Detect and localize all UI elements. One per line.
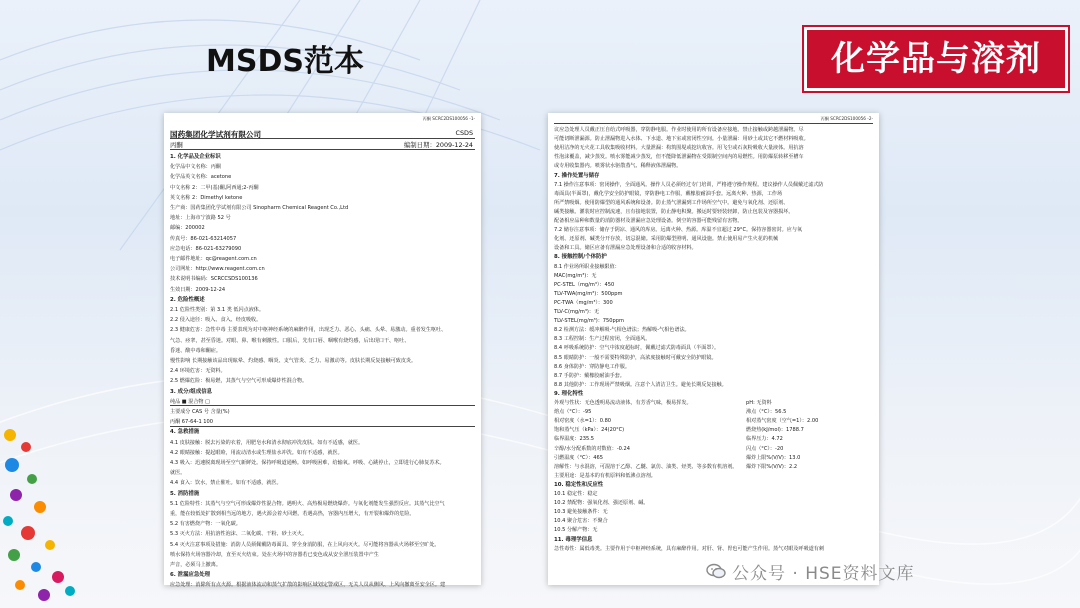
company-name: 国药集团化学试剂有限公司 — [170, 130, 262, 139]
text-line: 毒面具(半面罩)，戴化学安全防护眼镜，穿防静电工作服，戴橡胶耐油手套。远离火种、热源，工作场 — [554, 190, 783, 197]
section-heading: 5. 消防措施 — [170, 490, 200, 497]
text-line: 溶解性：与水混溶，可混溶于乙醇、乙醚、氯仿、油类、烃类、等多数有机溶剂。 — [554, 463, 738, 470]
text-line: 化剂、还原剂、碱类分开存放，切忌混储。采用防爆型照明、通风设施。禁止使用易产生火花的机械 — [554, 236, 779, 243]
text-line: 5.1 危险特性：其蒸气与空气可形成爆炸性混合物。遇明火、高热极易燃烧爆炸。与氧化剂能发生强烈反应。其蒸气比空气 — [170, 500, 445, 507]
text-line: 5.2 有害燃烧产物：一氧化碳。 — [170, 521, 241, 528]
text-line: 急性毒性：属低毒类。主要作用于中枢神经系统，具有麻醉作用。对肝、肾、胃也可能产生作用。蒸气对眼及呼吸道有刺 — [554, 545, 824, 552]
property-line: 爆炸下限%(V/V)：2.2 — [746, 463, 798, 470]
text-line: 10.1 稳定性：稳定 — [554, 491, 598, 497]
text-line: 7.2 储存注意事项：储存于阴凉、通风的库房。远离火种、热源。库温不宜超过 29°C。保持容器密封。应与氧 — [554, 227, 803, 234]
text-line: 8.8 其他防护：工作现场严禁吸烟。注意个人清洁卫生。避免长期反复接触。 — [554, 381, 727, 388]
wechat-icon — [706, 563, 726, 579]
text-line: 生产商：国药集团化学试剂有限公司 Sinopharm Chemical Reagent Co.,Ltd — [170, 205, 349, 211]
text-line: 英文名称 2：Dimethyl ketone — [170, 194, 243, 201]
text-line: 重，能在较低处扩散到相当远的地方，遇火源会着火回燃。若遇高热，容器内压增大，有开裂和爆炸的危险。 — [170, 511, 415, 517]
property-line: pH: 无资料 — [746, 400, 772, 406]
text-line: MAC(mg/m³)：无 — [554, 272, 597, 279]
text-line: 配备相应品种和数量的消防器材及泄漏应急处理设备。倒空的容器可能残留有害物。 — [554, 218, 743, 224]
slide-title: MSDS范本 — [206, 44, 364, 79]
text-line: 2.3 健康危害：急性中毒 主要表现为对中枢神经系统的麻醉作用，出现乏力、恶心、头痛、头晕、易激动。重者发生呕吐、 — [170, 327, 447, 334]
text-line: 4.2 眼睛接触：提起眼睑，用流动清水或生理盐水冲洗。如有不适感，就医。 — [170, 449, 343, 456]
text-line: PC-TWA（mg/m³）：300 — [554, 299, 613, 306]
text-line: 公司网址：http://www.reagent.com.cn — [170, 266, 265, 273]
brand-banner: 化学品与溶剂 — [804, 27, 1068, 91]
text-line: 8.5 眼睛防护：一般不需要特殊防护，高浓度接触时可戴安全防护眼镜。 — [554, 354, 717, 361]
text-line: 熔点（°C）：-95 — [554, 409, 592, 416]
text-line: TLV-STEL(mg/m³)：750ppm — [554, 318, 624, 325]
text-line: 4.3 吸入：迅速脱离现场至空气新鲜处。保持呼吸道通畅。如呼吸困难，给输氧。呼吸、心跳停止，立即进行心肺复苏术。 — [170, 460, 445, 466]
text-line: 碱类接触。灌装时应控制流速，且有接地装置，防止静电积聚。搬运时要轻装轻卸，防止包装及容器损坏。 — [554, 208, 794, 215]
section-heading: 3. 成分/组成信息 — [170, 388, 212, 395]
section-heading: 2. 危险性概述 — [170, 296, 205, 303]
text-line: 地址：上海市宁波路 52 号 — [170, 215, 231, 222]
text-line: 技术说明书编码：SCRCCSDS100136 — [170, 276, 258, 283]
property-line: 燃烧热(kJ/mol)：1788.7 — [746, 427, 804, 434]
text-line: 电子邮件地址：qc@reagent.com.cn — [170, 256, 257, 262]
text-line: PC-STEL（mg/m³）：450 — [554, 281, 615, 288]
property-line: 爆炸上限%(V/V)：13.0 — [746, 454, 801, 461]
property-line: 相对蒸气密度（空气=1）：2.00 — [746, 418, 819, 425]
text-line: 5.3 灭火方法：用抗溶性泡沫、二氧化碳、干粉、砂土灭火。 — [170, 531, 308, 538]
text-line: 2.1 危险性类别：第 3.1 类 低闪点液体。 — [170, 307, 264, 313]
text-line: 设备和工具。储区应备有泄漏应急处理设备和合适的收容材料。 — [554, 245, 697, 252]
text-line: 使用洁净的无火花工具收集吸收材料。大量泄漏：构筑围堤或挖坑收容。用飞尘或石灰粉吸收大量液体。用抗溶 — [554, 145, 804, 152]
text-line: TLV-C(mg/m³)：无 — [554, 309, 600, 315]
section-heading: 11. 毒理学信息 — [554, 536, 593, 543]
corner-dots-decoration — [0, 395, 120, 608]
text-line: 或专用收集器内。喷雾状水驱散蒸气、稀释液体泄漏物。 — [554, 163, 682, 170]
watermark-text: 公众号 · HSE资料文库 — [732, 563, 915, 584]
text-line: 4.4 食入：饮水，禁止催吐。如有不适感，就医。 — [170, 480, 282, 487]
table-rule — [170, 426, 475, 427]
text-line: 8.4 呼吸系统防护：空气中浓度超标时，佩戴过滤式防毒面具（半面罩）。 — [554, 345, 720, 352]
text-line: 昏迷、酸中毒和酮症。 — [170, 347, 221, 354]
section-heading: 1. 化学品及企业标识 — [170, 154, 221, 160]
text-line: 化学品英文名称：acetone — [170, 174, 232, 181]
text-line: 2.2 侵入途径：吸入、食入、经皮吸收。 — [170, 317, 262, 324]
section-heading: 9. 理化特性 — [554, 390, 584, 397]
text-line: 相对密度（水=1）：0.80 — [554, 418, 612, 425]
text-line: 8.3 工程控制：生产过程密闭，全面通风。 — [554, 336, 651, 343]
text-line: 中文名称 2：二甲(基)酮,阿西通;2-丙酮 — [170, 184, 259, 191]
section-heading: 6. 泄漏应急处理 — [170, 572, 211, 579]
doc-type: CSDS — [455, 129, 473, 137]
text-line: 纯品 ■ 混合物 □ — [170, 398, 210, 405]
header-rule — [170, 149, 475, 150]
text-line: 喷水保持火场容器冷却，直至灭火结束。处在火场中的容器若已变色或从安全泄压装置中产生 — [170, 551, 379, 558]
text-line: 邮编：200002 — [170, 225, 205, 232]
text-line: 传真号：86-021-63214057 — [170, 235, 237, 242]
text-line: 8.7 手防护：戴橡胶耐油手套。 — [554, 372, 625, 379]
text-line: 辛醇/水分配系数的对数值：-0.24 — [554, 445, 631, 452]
page-code: 丙酮 SCRC2DS100056 -1- — [422, 116, 475, 121]
text-line: 就医。 — [170, 470, 186, 477]
section-heading: 10. 稳定性和反应性 — [554, 481, 604, 488]
text-line: 丙酮 67-64-1 100 — [170, 419, 214, 426]
text-line: 7.1 操作注意事项：密闭操作，全面通风。操作人员必须经过专门培训，严格遵守操作规程。建议操作人员佩戴过滤式防 — [554, 181, 824, 188]
text-line: 8.2 检测方法：缓冲解吸-气相色谱法；热解吸-气相色谱法。 — [554, 327, 690, 334]
text-line: 10.5 分解产物：无 — [554, 527, 598, 534]
text-line: 所严禁吸烟。使用防爆型的通风系统和设备。防止蒸气泄漏到工作场所空气中。避免与氧化剂、还原剂、 — [554, 199, 789, 206]
text-line: 临界温度：235.5 — [554, 436, 595, 443]
text-line: 外观与性状：无色透明易流动液体，有芳香气味，极易挥发。 — [554, 400, 692, 406]
text-line: 应急电话：86-021-63279090 — [170, 245, 242, 252]
property-line: 闪点（°C）：-20 — [746, 445, 784, 452]
page-code: 丙酮 SCRC2DS100056 -2- — [820, 116, 873, 121]
product-name: 丙酮 — [170, 141, 183, 149]
text-line: 应急处理：消除所有点火源。根据液体流动和蒸气扩散的影响区域划定警戒区，无关人员从侧风、上风向撤离至安全区。建 — [170, 582, 446, 589]
text-line: 主要成分 CAS 号 含量(%) — [170, 409, 230, 415]
section-heading: 7. 操作处置与储存 — [554, 172, 600, 179]
property-line: 沸点（°C）：56.5 — [746, 409, 787, 416]
text-line: 引燃温度（°C）：465 — [554, 454, 603, 461]
section-heading: 8. 接触控制/个体防护 — [554, 254, 607, 261]
msds-page-2 — [548, 113, 879, 585]
text-line: 2.4 环境危害：无资料。 — [170, 368, 226, 375]
text-line: 慢性影响 长期接触该品出现眩晕、灼烧感、咽炎、支气管炎、乏力、易激动等。皮肤长期反复接触可致皮炎。 — [170, 358, 417, 364]
text-line: 2.5 燃爆危险：极易燃，其蒸气与空气可形成爆炸性混合物。 — [170, 378, 308, 385]
text-line: 8.1 作业场所职业接触限值： — [554, 263, 620, 270]
text-line: 声音，必须马上撤离。 — [170, 562, 221, 568]
header-rule — [170, 138, 475, 139]
text-line: 化学品中文名称：丙酮 — [170, 164, 221, 171]
table-rule — [170, 405, 475, 406]
section-heading: 4. 急救措施 — [170, 429, 200, 436]
property-line: 临界压力：4.72 — [746, 436, 783, 443]
text-line: 10.2 禁配物：强氧化剂、强还原剂、碱。 — [554, 500, 649, 507]
text-line: 主要用途：是基本的有机原料和低沸点溶剂。 — [554, 472, 656, 479]
text-line: 可能切断泄漏源。防止泄漏物进入水体、下水道、地下室或密闭性空间。小量泄漏：用砂土或其它不燃材料吸收。 — [554, 136, 809, 143]
text-line: 10.4 聚合危害：不聚合 — [554, 518, 608, 525]
text-line: 性泡沫覆盖，减少蒸发。喷水雾能减少蒸发，但不能降低泄漏物在受限制空间内的易燃性。用防爆泵转移至槽车 — [554, 154, 804, 161]
text-line: 议应急处理人员戴正压自给式呼吸器，穿防静电服。作业时使用的所有设备应接地。禁止接触或跨越泄漏物。尽 — [554, 127, 804, 133]
text-line: 饱和蒸气压（kPa）：24(20°C) — [554, 427, 625, 434]
text-line: 10.3 避免接触条件：无 — [554, 509, 608, 516]
text-line: TLV-TWA(mg/m³)：500ppm — [554, 290, 623, 297]
text-line: 4.1 皮肤接触：脱去污染的衣着，用肥皂水和清水彻底冲洗皮肤。如有不适感，就医。 — [170, 439, 364, 446]
msds-page-1 — [164, 113, 481, 589]
wechat-watermark — [706, 558, 915, 584]
text-line: 8.6 身体防护：穿防静电工作服。 — [554, 363, 630, 370]
text-line: 气急、痉挛，甚至昏迷。对眼、鼻、喉有刺激性。口服后，先有口唇、咽喉有烧灼感，后出现口干、呕吐、 — [170, 337, 410, 344]
doc-date: 编制日期：2009-12-24 — [403, 141, 473, 149]
text-line: 5.4 灭火注意事项及措施：消防人员须佩戴防毒面具、穿全身消防服，在上风向灭火。尽可能将容器从火场移至空旷处。 — [170, 541, 440, 548]
text-line: 生效日期：2009-12-24 — [170, 286, 226, 293]
header-rule — [554, 123, 873, 124]
